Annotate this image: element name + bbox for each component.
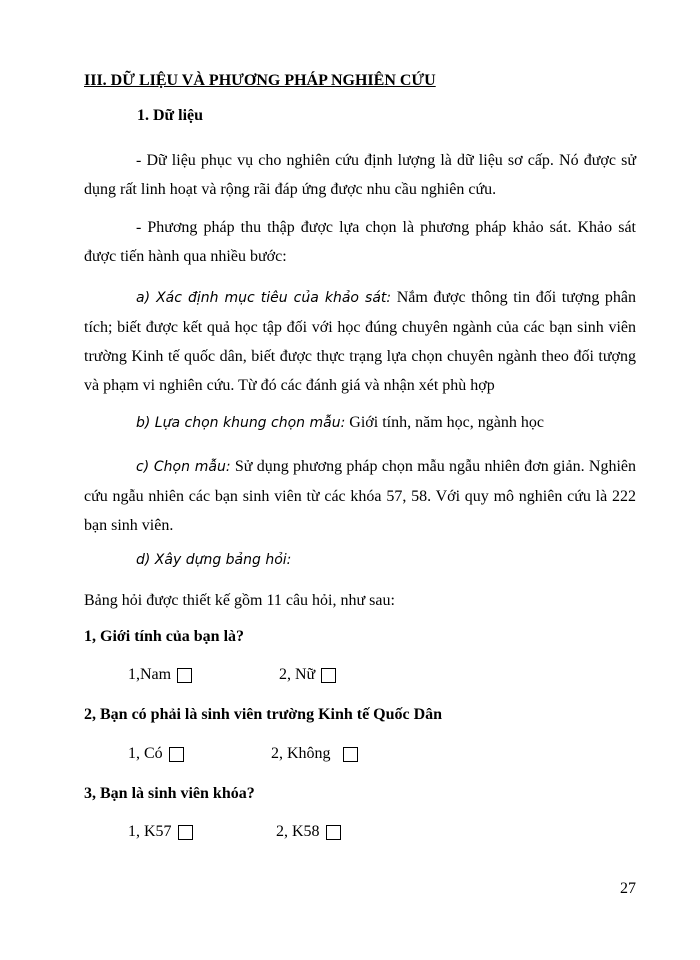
- question-1-option-2[interactable]: [279, 666, 336, 684]
- section-title: III. DỮ LIỆU VÀ PHƯƠNG PHÁP NGHIÊN CỨU: [84, 72, 436, 89]
- question-2-option-2[interactable]: [271, 745, 358, 763]
- paragraph-2: - Phương pháp thu thập được lựa chọn là phương pháp khảo sát. Khảo sát được tiến hành qua nhiều bước:: [84, 219, 636, 265]
- question-2-option-1[interactable]: [128, 745, 184, 763]
- option-label: 2, Nữ: [279, 666, 316, 683]
- option-label: 1, K57: [128, 823, 172, 840]
- questionnaire-intro: Bảng hỏi được thiết kế gồm 11 câu hỏi, như sau:: [84, 592, 395, 609]
- step-c-label: c) Chọn mẫu:: [136, 459, 231, 475]
- checkbox[interactable]: [178, 825, 193, 840]
- question-1-title: 1, Giới tính của bạn là?: [84, 628, 245, 645]
- checkbox[interactable]: [343, 747, 358, 762]
- step-d: [84, 545, 636, 575]
- question-3-title: 3, Bạn là sinh viên khóa?: [84, 785, 255, 802]
- option-label: 1,Nam: [128, 666, 172, 683]
- step-a: [84, 283, 636, 400]
- option-label: 2, Không: [271, 745, 331, 762]
- checkbox[interactable]: [321, 668, 336, 683]
- step-a-label: a) Xác định mục tiêu của khảo sát:: [136, 290, 392, 306]
- step-b: [84, 408, 636, 438]
- checkbox[interactable]: [177, 668, 192, 683]
- option-label: 2, K58: [276, 823, 320, 840]
- step-c-text: Sử dụng phương pháp chọn mẫu ngẫu nhiên đơn giản. Nghiên cứu ngẫu nhiên các bạn sinh viên từ các khóa 57, 58. Với quy mô nghiên cứu là 222 bạn sinh viên.: [84, 458, 636, 534]
- checkbox[interactable]: [169, 747, 184, 762]
- page-number: 27: [620, 880, 636, 897]
- step-c: [84, 452, 636, 540]
- question-1-option-1[interactable]: [128, 666, 192, 684]
- step-b-text: Giới tính, năm học, ngành học: [345, 414, 544, 431]
- step-b-label: b) Lựa chọn khung chọn mẫu:: [136, 415, 346, 431]
- step-a-text: Nắm được thông tin đối tượng phân tích; biết được kết quả học tập đối với học đúng chuyên ngành của các bạn sinh viên trường Kinh tế quốc dân, biết được thực trạng lựa chọn chuyên ngành theo đối tượng và phạm vi nghiên cứu. Từ đó các đánh giá và nhận xét phù hợp: [84, 289, 637, 394]
- paragraph-1: - Dữ liệu phục vụ cho nghiên cứu định lượng là dữ liệu sơ cấp. Nó được sử dụng rất linh hoạt và rộng rãi đáp ứng được nhu cầu nghiên cứu.: [84, 152, 636, 198]
- question-3-option-1[interactable]: [128, 823, 193, 841]
- checkbox[interactable]: [326, 825, 341, 840]
- question-2-title: 2, Bạn có phải là sinh viên trường Kinh tế Quốc Dân: [84, 706, 443, 723]
- option-label: 1, Có: [128, 745, 163, 762]
- step-d-label: d) Xây dựng bảng hỏi:: [136, 552, 292, 568]
- subsection-title: 1. Dữ liệu: [137, 107, 204, 124]
- question-3-option-2[interactable]: [276, 823, 341, 841]
